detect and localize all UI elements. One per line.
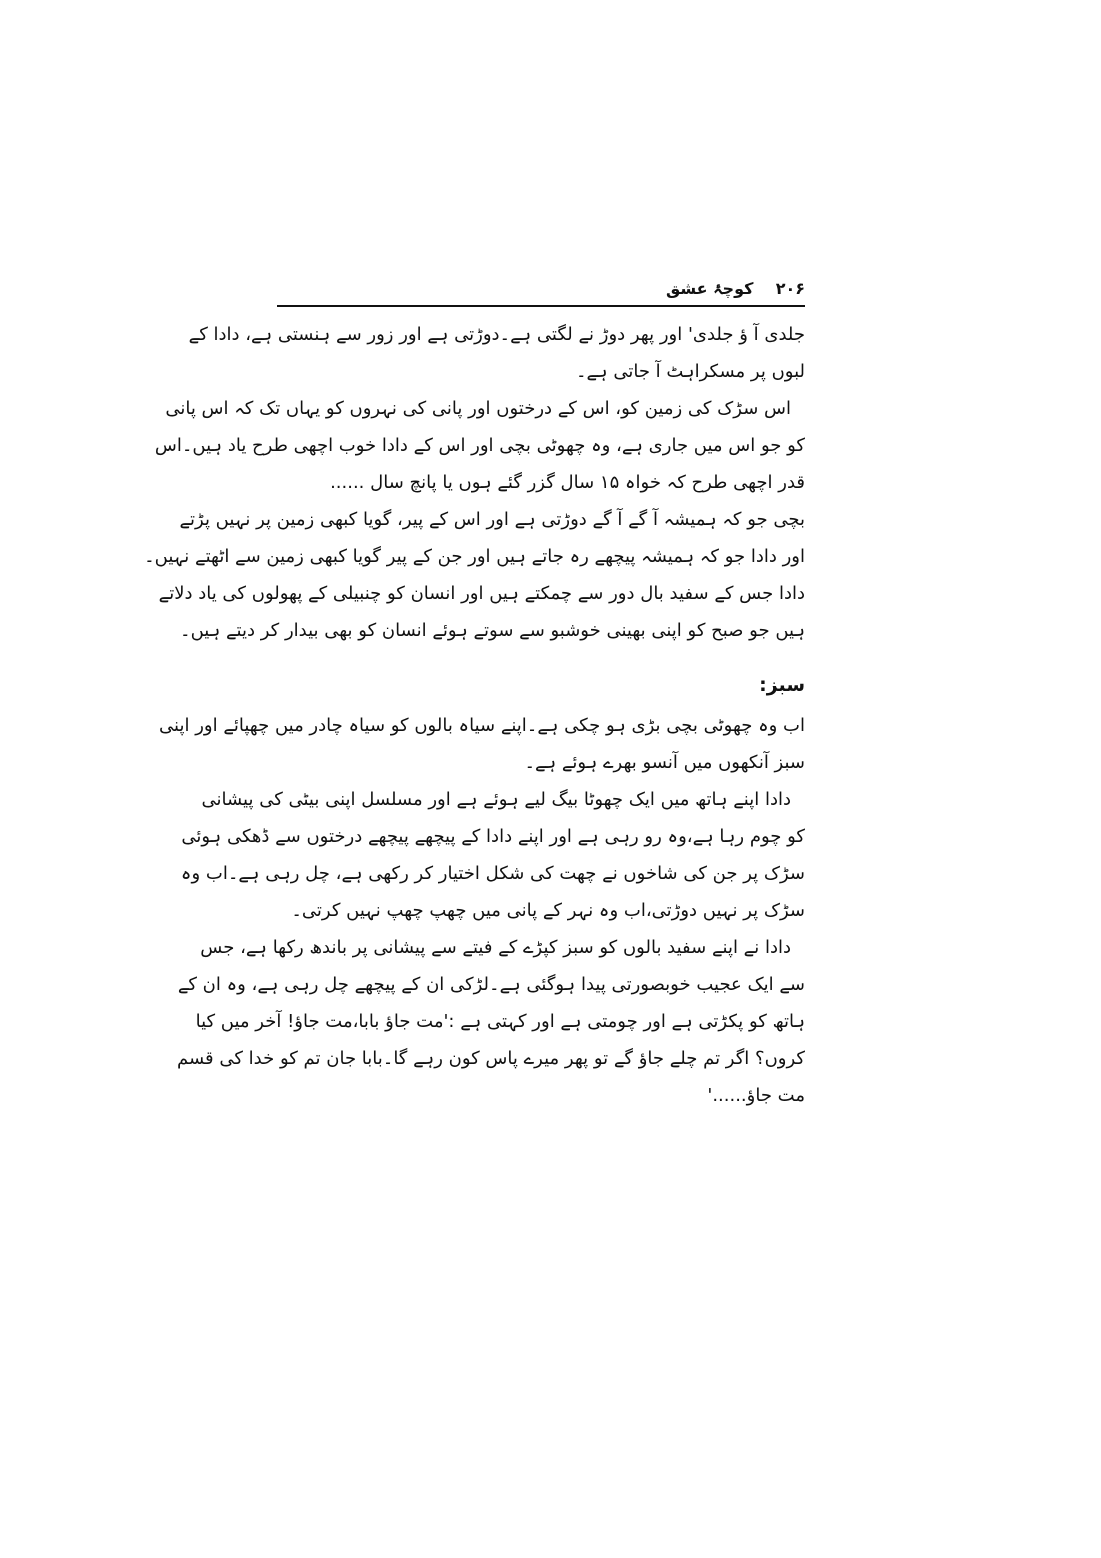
paragraph xyxy=(180,781,805,929)
text-line: کو چوم رہا ہے،وہ رو رہی ہے اور اپنے دادا کے پیچھے پیچھے درختوں سے ڈھکی ہوئی xyxy=(181,826,805,847)
page-header xyxy=(277,274,805,304)
page-number: ۲۰۶ xyxy=(775,279,805,298)
section-heading: سبز: xyxy=(759,674,805,696)
text-line: سڑک پر نہیں دوڑتی،اب وہ نہر کے پانی میں چھپ چھپ نہیں کرتی۔ xyxy=(291,900,805,921)
text-line: مت جاؤ......' xyxy=(707,1085,805,1106)
text-line: لبوں پر مسکراہٹ آ جاتی ہے۔ xyxy=(575,361,805,382)
section-gap xyxy=(277,649,805,667)
header-rule xyxy=(277,305,805,307)
paragraph xyxy=(144,501,805,649)
text-line: ہیں جو صبح کو اپنی بھینی خوشبو سے سوتے ہوئے انسان کو بھی بیدار کر دیتے ہیں۔ xyxy=(180,620,805,641)
text-line: اور دادا جو کہ ہمیشہ پیچھے رہ جاتے ہیں اور جن کے پیر گویا کبھی زمین سے اٹھتے نہیں۔ xyxy=(144,546,805,567)
text-line: بچی جو کہ ہمیشہ آ گے آ گے دوڑتی ہے اور اس کے پیر، گویا کبھی زمین پر نہیں پڑتے xyxy=(179,509,805,530)
text-line: سبز آنکھوں میں آنسو بھرے ہوئے ہے۔ xyxy=(524,752,805,773)
paragraph xyxy=(159,707,805,781)
text-line: اس سڑک کی زمین کو، اس کے درختوں اور پانی کی نہروں کو یہاں تک کہ اس پانی xyxy=(165,398,791,419)
book-title: کوچۂ عشق xyxy=(665,279,754,298)
text-line: سے ایک عجیب خوبصورتی پیدا ہوگئی ہے۔لڑکی ان کے پیچھے چل رہی ہے، وہ ان کے xyxy=(177,974,805,995)
text-line: ہاتھ کو پکڑتی ہے اور چومتی ہے اور کہتی ہے :'مت جاؤ بابا،مت جاؤ! آخر میں کیا xyxy=(195,1011,805,1032)
text-line: دادا اپنے ہاتھ میں ایک چھوٹا بیگ لیے ہوئے ہے اور مسلسل اپنی بیٹی کی پیشانی xyxy=(201,789,791,810)
text-line: جلدی آ ؤ جلدی' اور پھر دوڑ نے لگتی ہے۔دوڑتی ہے اور زور سے ہنستی ہے، دادا کے xyxy=(188,324,805,345)
text-line: اب وہ چھوٹی بچی بڑی ہو چکی ہے۔اپنے سیاہ بالوں کو سیاہ چادر میں چھپائے اور اپنی xyxy=(159,715,805,736)
paragraph xyxy=(154,390,805,501)
text-line: سڑک پر جن کی شاخوں نے چھت کی شکل اختیار کر رکھی ہے، چل رہی ہے۔اب وہ xyxy=(180,863,805,884)
text-line: کو جو اس میں جاری ہے، وہ چھوٹی بچی اور اس کے دادا خوب اچھی طرح یاد ہیں۔اس xyxy=(154,435,805,456)
paragraph xyxy=(176,929,805,1114)
page-body xyxy=(144,316,805,1114)
text-line: کروں؟ اگر تم چلے جاؤ گے تو پھر میرے پاس کون رہے گا۔بابا جان تم کو خدا کی قسم xyxy=(176,1048,805,1069)
text-line: قدر اچھی طرح کہ خواہ ۱۵ سال گزر گئے ہوں یا پانچ سال ...... xyxy=(330,472,805,493)
text-line: دادا نے اپنے سفید بالوں کو سبز کپڑے کے فیتے سے پیشانی پر باندھ رکھا ہے، جس xyxy=(200,937,791,958)
paragraph xyxy=(188,316,805,390)
text-line: دادا جس کے سفید بال دور سے چمکتے ہیں اور انسان کو چنبیلی کے پھولوں کی یاد دلاتے xyxy=(158,583,805,604)
